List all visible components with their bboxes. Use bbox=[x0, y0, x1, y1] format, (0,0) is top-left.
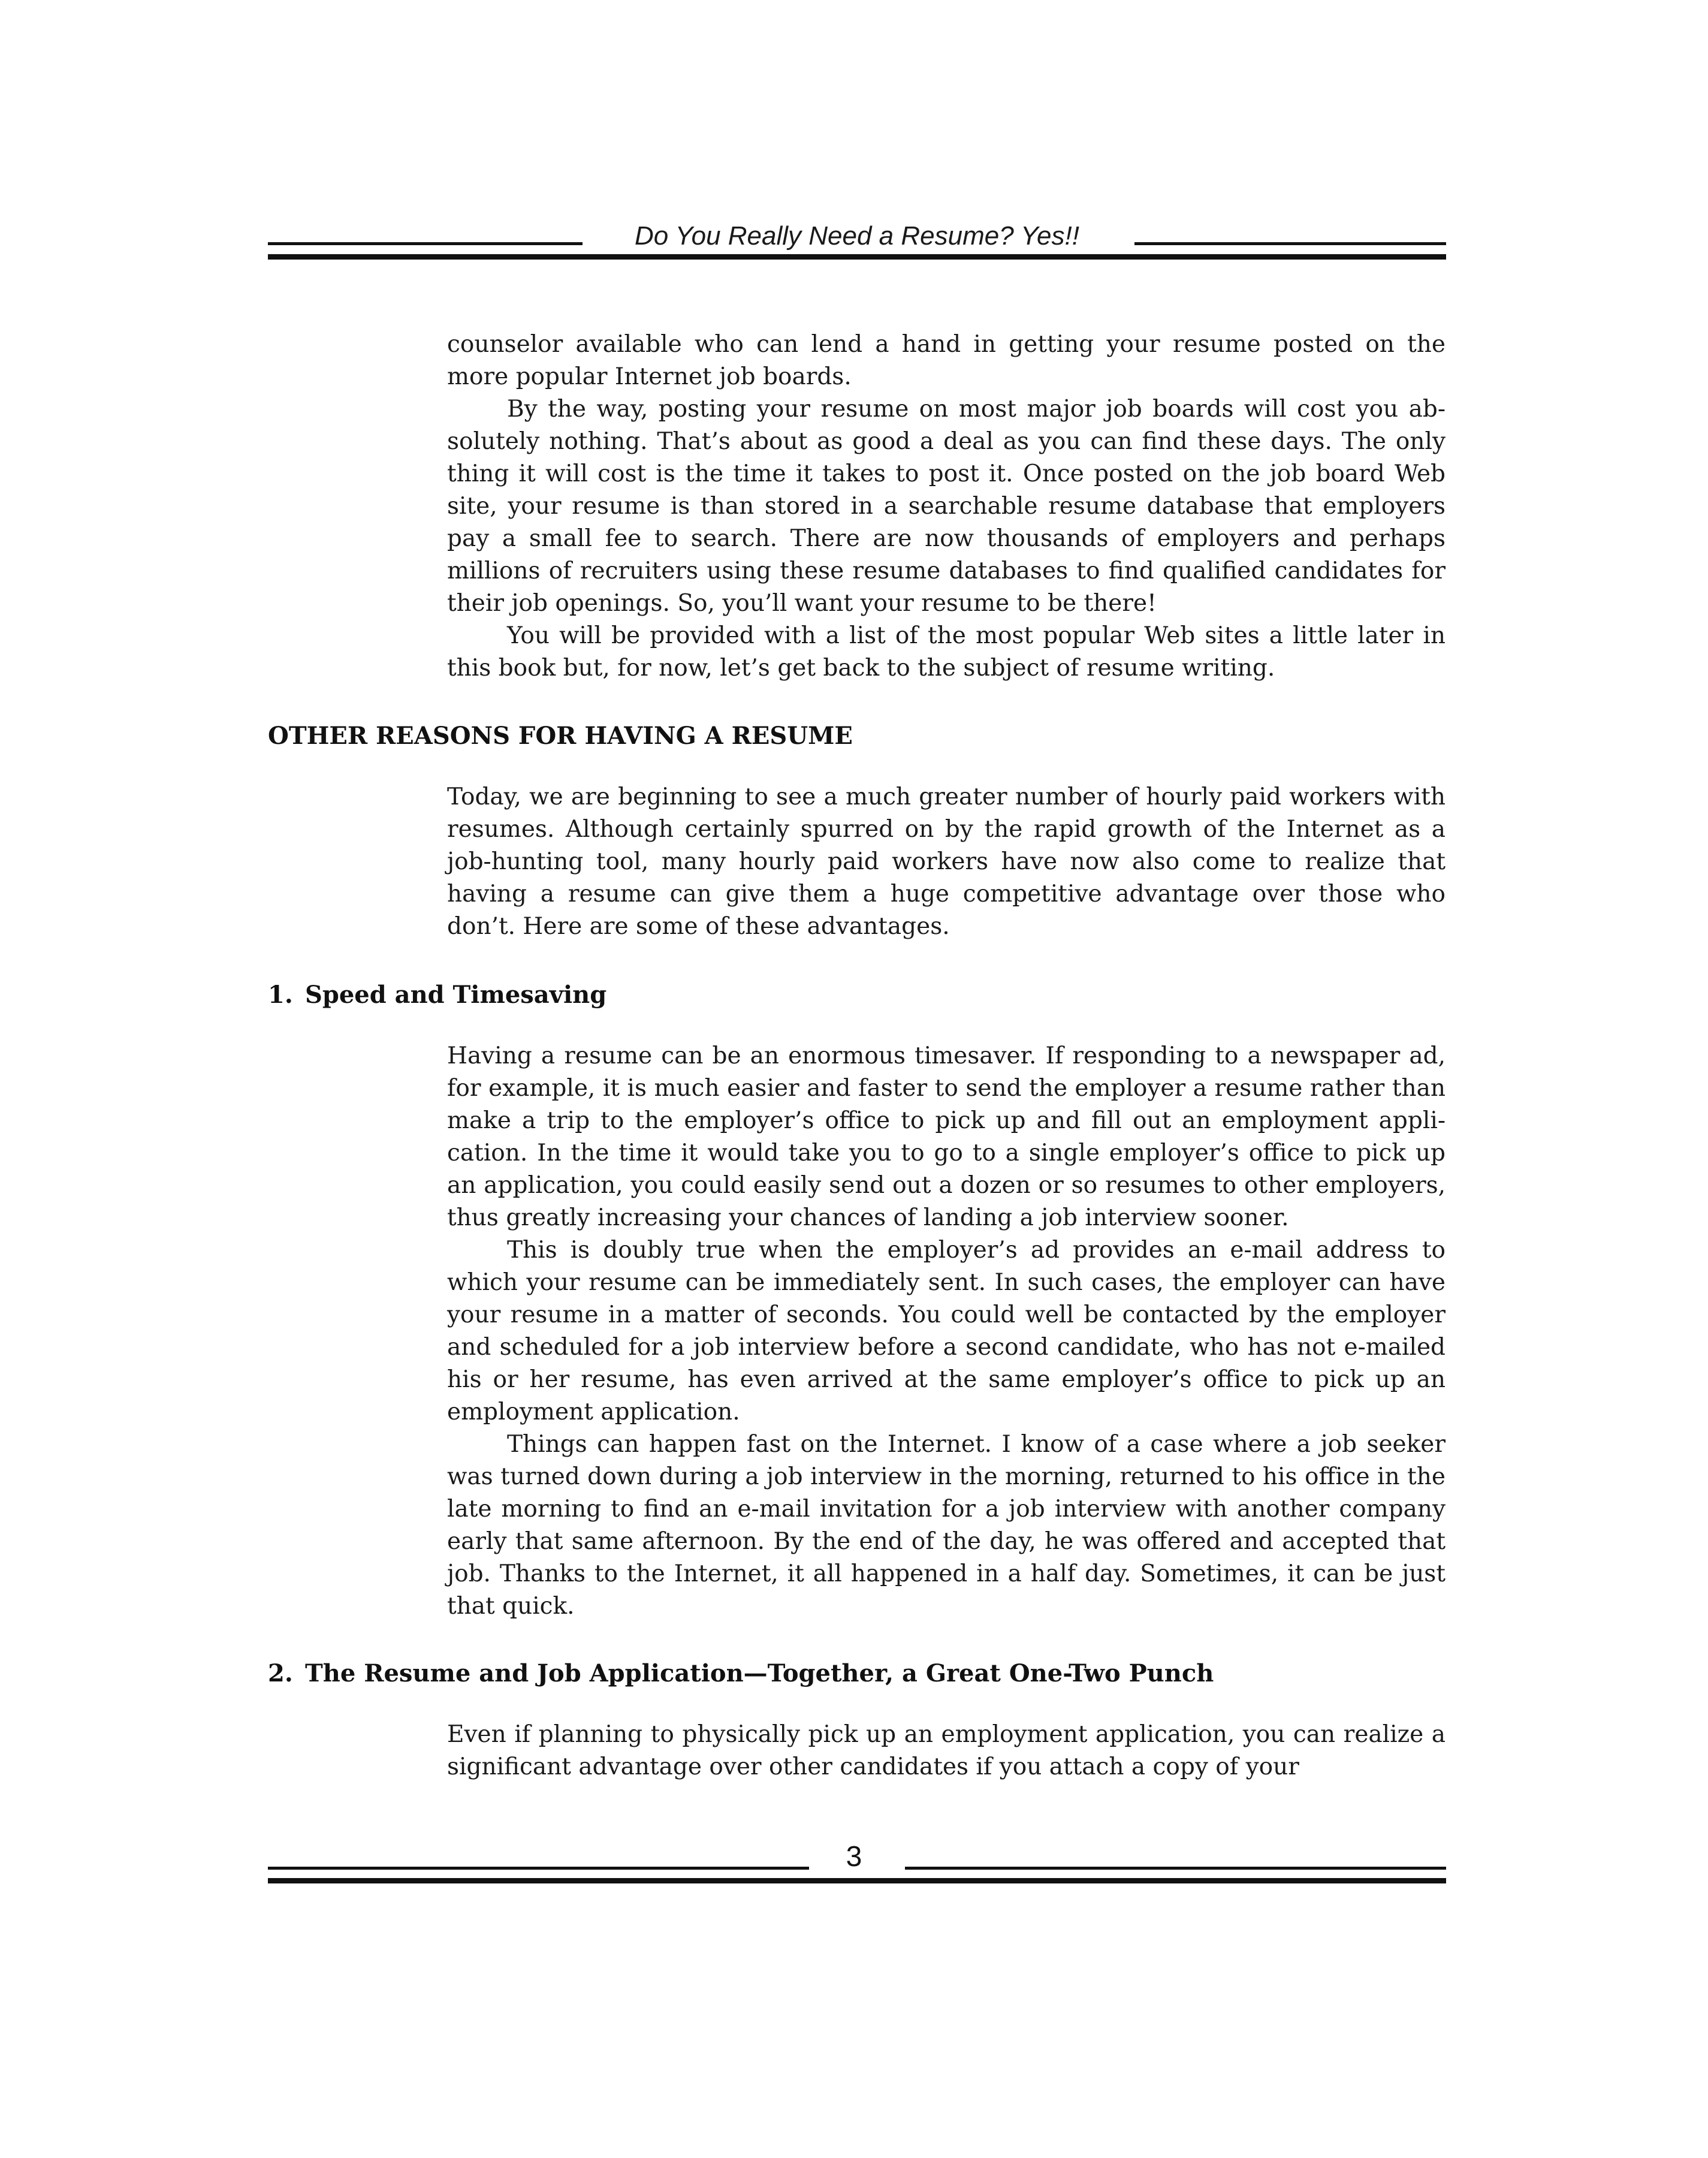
section-heading-one-two-punch bbox=[268, 1657, 1466, 1690]
paragraph: Things can happen fast on the Internet. I know of a case where a job seeker was turned down during a job interview in the morning, returned to his office in the late morning to find an e-mail invitation for a job interview with another company early that same afternoon. By the end of the day, he was offered and accepted that job. Thanks to the Internet, it all happened in a half day. Sometimes, it can be just that quick. bbox=[447, 1431, 1446, 1620]
heading-number: 2. bbox=[268, 1659, 293, 1687]
paragraph: Having a resume can be an enormous timesaver. If responding to a newspaper ad, for example, it is much easier and faster to send the employer a resume rather than make a trip to the employer’s office to pick up and fill out an employment application. In the time it would take you to go to a single employer’s office to pick up an application, you could easily send out a dozen or so resumes to other employers, thus greatly increasing your chances of landing a job interview sooner. bbox=[447, 1042, 1446, 1231]
page-number: 3 bbox=[846, 1841, 862, 1873]
heading-number: 1. bbox=[268, 981, 293, 1009]
other-reasons-text bbox=[447, 781, 1446, 943]
section-heading-other-reasons bbox=[268, 720, 1466, 752]
header-rule-thick bbox=[268, 254, 1446, 260]
header-rule-right-thin bbox=[1134, 242, 1446, 245]
one-two-punch-text bbox=[447, 1719, 1446, 1783]
running-header-title: Do You Really Need a Resume? Yes!! bbox=[635, 221, 1079, 251]
paragraph: Even if planning to physically pick up an employment application, you can realize a significant advantage over other candidates if you attach a copy of your bbox=[447, 1721, 1446, 1780]
paragraph: This is doubly true when the employer’s ad provides an e-mail address to which your resume can be immediately sent. In such cases, the employer can have your resume in a matter of seconds. You could well be contacted by the employer and scheduled for a job interview before a second candidate, who has not e-mailed his or her resume, has even arrived at the same employer’s office to pick up an employment application. bbox=[447, 1237, 1446, 1425]
header-rule-left-thin bbox=[268, 242, 583, 245]
intro-text bbox=[447, 328, 1446, 685]
speed-text bbox=[447, 1040, 1446, 1623]
paragraph: You will be provided with a list of the most popular Web sites a little later in this book but, for now, let’s get back to the subject of resume writing. bbox=[447, 622, 1446, 682]
footer-rule-right-thin bbox=[905, 1867, 1446, 1870]
paragraph: By the way, posting your resume on most major job boards will cost you absolutely nothing. That’s about as good a deal as you can find these days. The only thing it will cost is the time it takes to post it. Once posted on the job board Web site, your resume is than stored in a searchable resume database that employers pay a small fee to search. There are now thousands of employers and perhaps millions of recruiters using these resume databases to find qualified candidates for their job openings. So, you’ll want your resume to be there! bbox=[447, 396, 1446, 617]
heading-text: Speed and Timesaving bbox=[305, 981, 607, 1009]
paragraph: counselor available who can lend a hand in getting your resume posted on the more popular Internet job boards. bbox=[447, 331, 1446, 390]
section-heading-speed bbox=[268, 979, 1466, 1011]
heading-text: The Resume and Job Application—Together, a Great One-Two Punch bbox=[305, 1659, 1214, 1687]
paragraph: Today, we are beginning to see a much greater number of hourly paid workers with resumes. Although certainly spurred on by the rapid growth of the Internet as a job-hunting tool, many hourly paid workers have now also come to realize that having a resume can give them a huge competitive advantage over those who don’t. Here are some of these advantages. bbox=[447, 783, 1446, 940]
footer-rule-thick bbox=[268, 1878, 1446, 1883]
heading-text: OTHER REASONS FOR HAVING A RESUME bbox=[268, 722, 853, 750]
footer-rule-left-thin bbox=[268, 1867, 809, 1870]
